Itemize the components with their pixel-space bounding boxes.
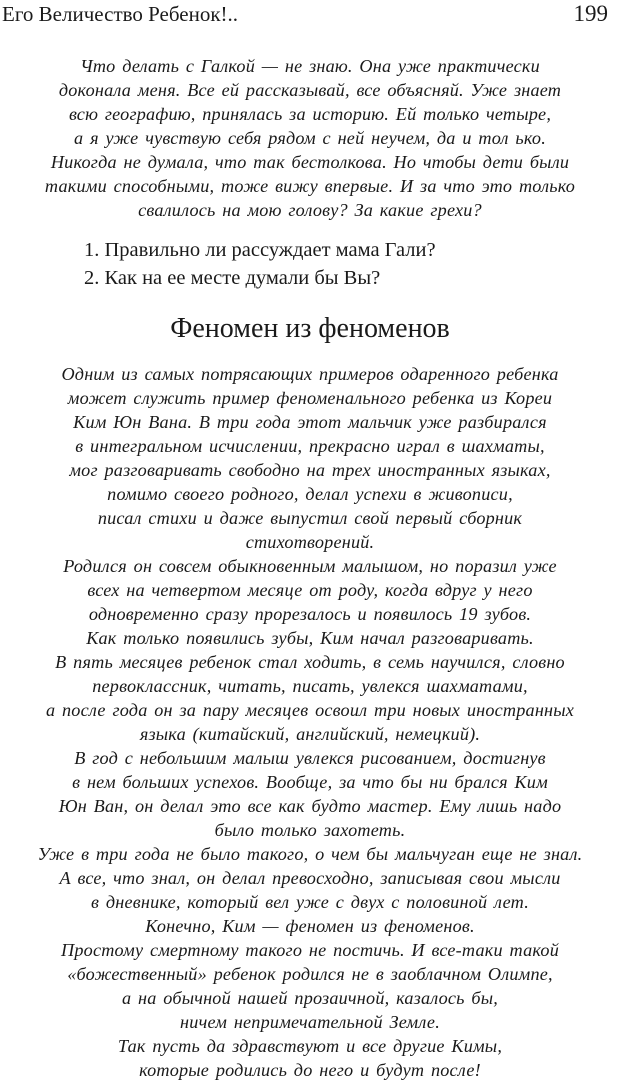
- text-line: а после года он за пару месяцев освоил три новых иностранных: [45, 700, 575, 720]
- text-line: такими способными, тоже вижу впервые. И за что это только: [44, 176, 576, 196]
- text-line: свалилось на мою голову? За какие грехи?: [138, 200, 482, 220]
- phenomenon-text: [0, 362, 620, 1082]
- text-line: которые родились до него и будут после!: [139, 1060, 481, 1080]
- text-line: Как только появились зубы, Ким начал разговаривать.: [86, 628, 534, 648]
- text-line: первоклассник, читать, писать, увлекся шахматами,: [92, 676, 528, 696]
- text-line: Никогда не думала, что так бестолкова. Но чтобы дети были: [50, 152, 570, 172]
- text-line: одновременно сразу прорезалось и появилось 19 зубов.: [88, 604, 532, 624]
- text-line: а я уже чувствую себя рядом с ней неучем, да и тол ько.: [74, 128, 546, 148]
- question-item: 1. Правильно ли рассуждает мама Гали?: [84, 239, 436, 261]
- text-line: Что делать с Галкой — не знаю. Она уже практически: [80, 56, 540, 76]
- text-line: В год с небольшим малыш увлекся рисованием, достигнув: [74, 748, 546, 768]
- question-item: 2. Как на ее месте думали бы Вы?: [84, 267, 381, 289]
- text-line: мог разговаривать свободно на трех иностранных языках,: [69, 460, 551, 480]
- text-line: «божественный» ребенок родился не в заоблачном Олимпе,: [67, 964, 553, 984]
- text-line: всю географию, принялась за историю. Ей только четыре,: [68, 104, 552, 124]
- text-line: Ким Юн Вана. В три года этот мальчик уже разбирался: [73, 412, 547, 432]
- text-line: было только захотеть.: [214, 820, 406, 840]
- text-line: языка (китайский, английский, немецкий).: [139, 724, 481, 744]
- text-line: доконала меня. Все ей рассказывай, все объясняй. Уже знает: [58, 80, 562, 100]
- text-line: стихотворений.: [245, 532, 375, 552]
- text-line: в нем больших успехов. Вообще, за что бы ни брался Ким: [72, 772, 548, 792]
- text-line: Так пусть да здравствуют и все другие Кимы,: [117, 1036, 503, 1056]
- text-line: А все, что знал, он делал превосходно, записывая свои мысли: [59, 868, 561, 888]
- text-line: в дневнике, который вел уже с двух с половиной лет.: [91, 892, 529, 912]
- letter-paragraph: [0, 54, 620, 222]
- text-line: писал стихи и даже выпустил свой первый сборник: [97, 508, 523, 528]
- text-line: Родился он совсем обыкновенным малышом, но поразил уже: [63, 556, 557, 576]
- text-line: Конечно, Ким — феномен из феноменов.: [145, 916, 475, 936]
- page-header: [0, 0, 620, 30]
- running-title: Его Величество Ребенок!..: [2, 2, 239, 26]
- text-line: Одним из самых потрясающих примеров одаренного ребенка: [61, 364, 559, 384]
- text-line: а на обычной нашей прозаичной, казалось бы,: [121, 988, 498, 1008]
- question-list: [84, 236, 436, 292]
- text-line: может служить пример феноменального ребенка из Кореи: [67, 388, 553, 408]
- text-line: В пять месяцев ребенок стал ходить, в семь научился, словно: [55, 652, 565, 672]
- text-line: Простому смертному такого не постичь. И все-таки такой: [61, 940, 559, 960]
- text-line: помимо своего родного, делал успехи в живописи,: [107, 484, 513, 504]
- section-title: Феномен из феноменов: [170, 313, 450, 344]
- page-number: 199: [573, 1, 608, 26]
- text-line: Уже в три года не было такого, о чем бы мальчуган еще не знал.: [37, 844, 583, 864]
- text-line: ничем непримечательной Земле.: [180, 1012, 440, 1032]
- text-line: Юн Ван, он делал это все как будто мастер. Ему лишь надо: [58, 796, 562, 816]
- text-line: всех на четвертом месяце от роду, когда вдруг у него: [87, 580, 533, 600]
- text-line: в интегральном исчислении, прекрасно играл в шахматы,: [75, 436, 545, 456]
